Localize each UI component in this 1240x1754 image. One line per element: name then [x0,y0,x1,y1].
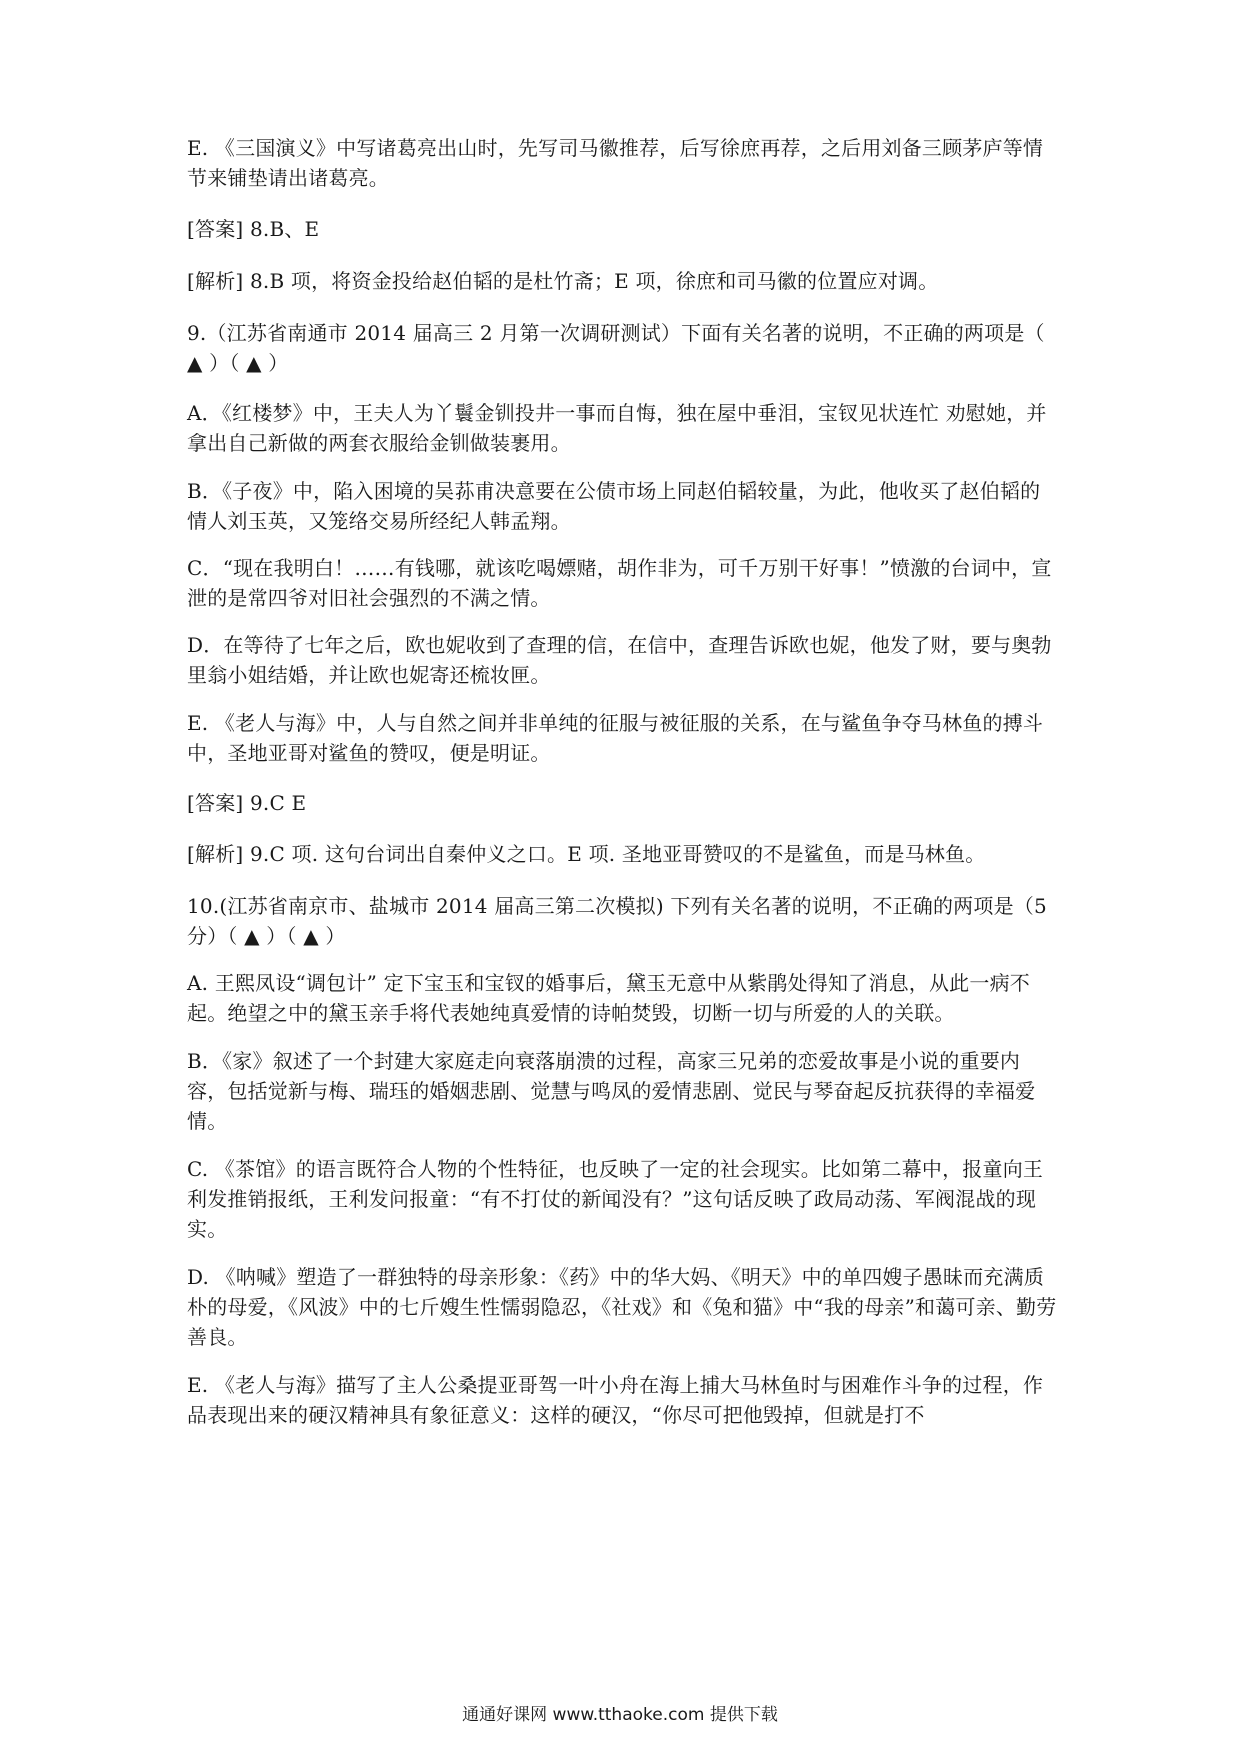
q9-option-b: B．《子夜》中，陷入困境的吴荪甫决意要在公债市场上同赵伯韬较量，为此，他收买了赵伯韬的情人刘玉英，又笼络交易所经纪人韩孟翔。 [187,479,1041,533]
analysis-q9: [解析] 9.C 项. 这句台词出自秦仲义之口。E 项. 圣地亚哥赞叹的不是鲨鱼，而是马林鱼。 [187,842,986,866]
option-e-q8: E. 《三国演义》中写诸葛亮出山时，先写司马徽推荐，后写徐庶再荐，之后用刘备三顾茅庐等情节来铺垫请出诸葛亮。 [187,136,1044,190]
analysis-q8: [解析] 8.B 项，将资金投给赵伯韬的是杜竹斋；E 项，徐庶和司马徽的位置应对调。 [187,269,939,293]
q10-option-e: E. 《老人与海》描写了主人公桑提亚哥驾一叶小舟在海上捕大马林鱼时与困难作斗争的过程，作品表现出来的硬汉精神具有象征意义：这样的硬汉，“你尽可把他毁掉，但就是打不 [187,1373,1044,1427]
q9-option-e: E. 《老人与海》中，人与自然之间并非单纯的征服与被征服的关系，在与鲨鱼争夺马林鱼的搏斗中，圣地亚哥对鲨鱼的赞叹，便是明证。 [187,711,1044,765]
page-footer: 通通好课网 www.tthaoke.com 提供下载 [462,1705,778,1725]
q9-option-d: D．在等待了七年之后，欧也妮收到了查理的信，在信中，查理告诉欧也妮，他发了财，要与奥勃里翁小姐结婚，并让欧也妮寄还梳妆匣。 [187,633,1052,687]
question-10: 10.(江苏省南京市、盐城市 2014 届高三第二次模拟) 下列有关名著的说明，不正确的两项是（5 分）（ ▲ ）（ ▲ ） [187,894,1047,948]
answer-q9: [答案] 9.C E [187,791,307,815]
q9-option-c: C．“现在我明白！……有钱哪，就该吃喝嫖赌，胡作非为，可千万别干好事！”愤激的台词中，宣泄的是常四爷对旧社会强烈的不满之情。 [187,556,1052,610]
q10-option-b: B．《家》叙述了一个封建大家庭走向衰落崩溃的过程，高家三兄弟的恋爱故事是小说的重要内容，包括觉新与梅、瑞珏的婚姻悲剧、觉慧与鸣凤的爱情悲剧、觉民与琴奋起反抗获得的幸福爱情。 [187,1049,1036,1133]
q10-option-a: A. 王熙凤设“调包计” 定下宝玉和宝钗的婚事后，黛玉无意中从紫鹃处得知了消息，从此一病不起。绝望之中的黛玉亲手将代表她纯真爱情的诗帕焚毁，切断一切与所爱的人的关联。 [187,971,1030,1025]
q10-option-d: D. 《呐喊》塑造了一群独特的母亲形象：《药》中的华大妈、《明天》中的单四嫂子愚昧而充满质朴的母爱，《风波》中的七斤嫂生性懦弱隐忍，《社戏》和《兔和猫》中“我的母亲”和蔼可亲、勤劳善良。 [187,1265,1057,1349]
answer-q8: [答案] 8.B、E [187,217,320,241]
q10-option-c: C. 《茶馆》的语言既符合人物的个性特征，也反映了一定的社会现实。比如第二幕中，报童向王利发推销报纸，王利发问报童：“有不打仗的新闻没有？”这句话反映了政局动荡、军阀混战的现实。 [187,1157,1044,1241]
question-9: 9.（江苏省南通市 2014 届高三 2 月第一次调研测试）下面有关名著的说明，不正确的两项是（ ▲ ）（ ▲ ） [187,321,1045,375]
q9-option-a: A．《红楼梦》中，王夫人为丫鬟金钏投井一事而自悔，独在屋中垂泪，宝钗见状连忙 劝慰她，并拿出自己新做的两套衣服给金钏做装裹用。 [187,401,1047,455]
